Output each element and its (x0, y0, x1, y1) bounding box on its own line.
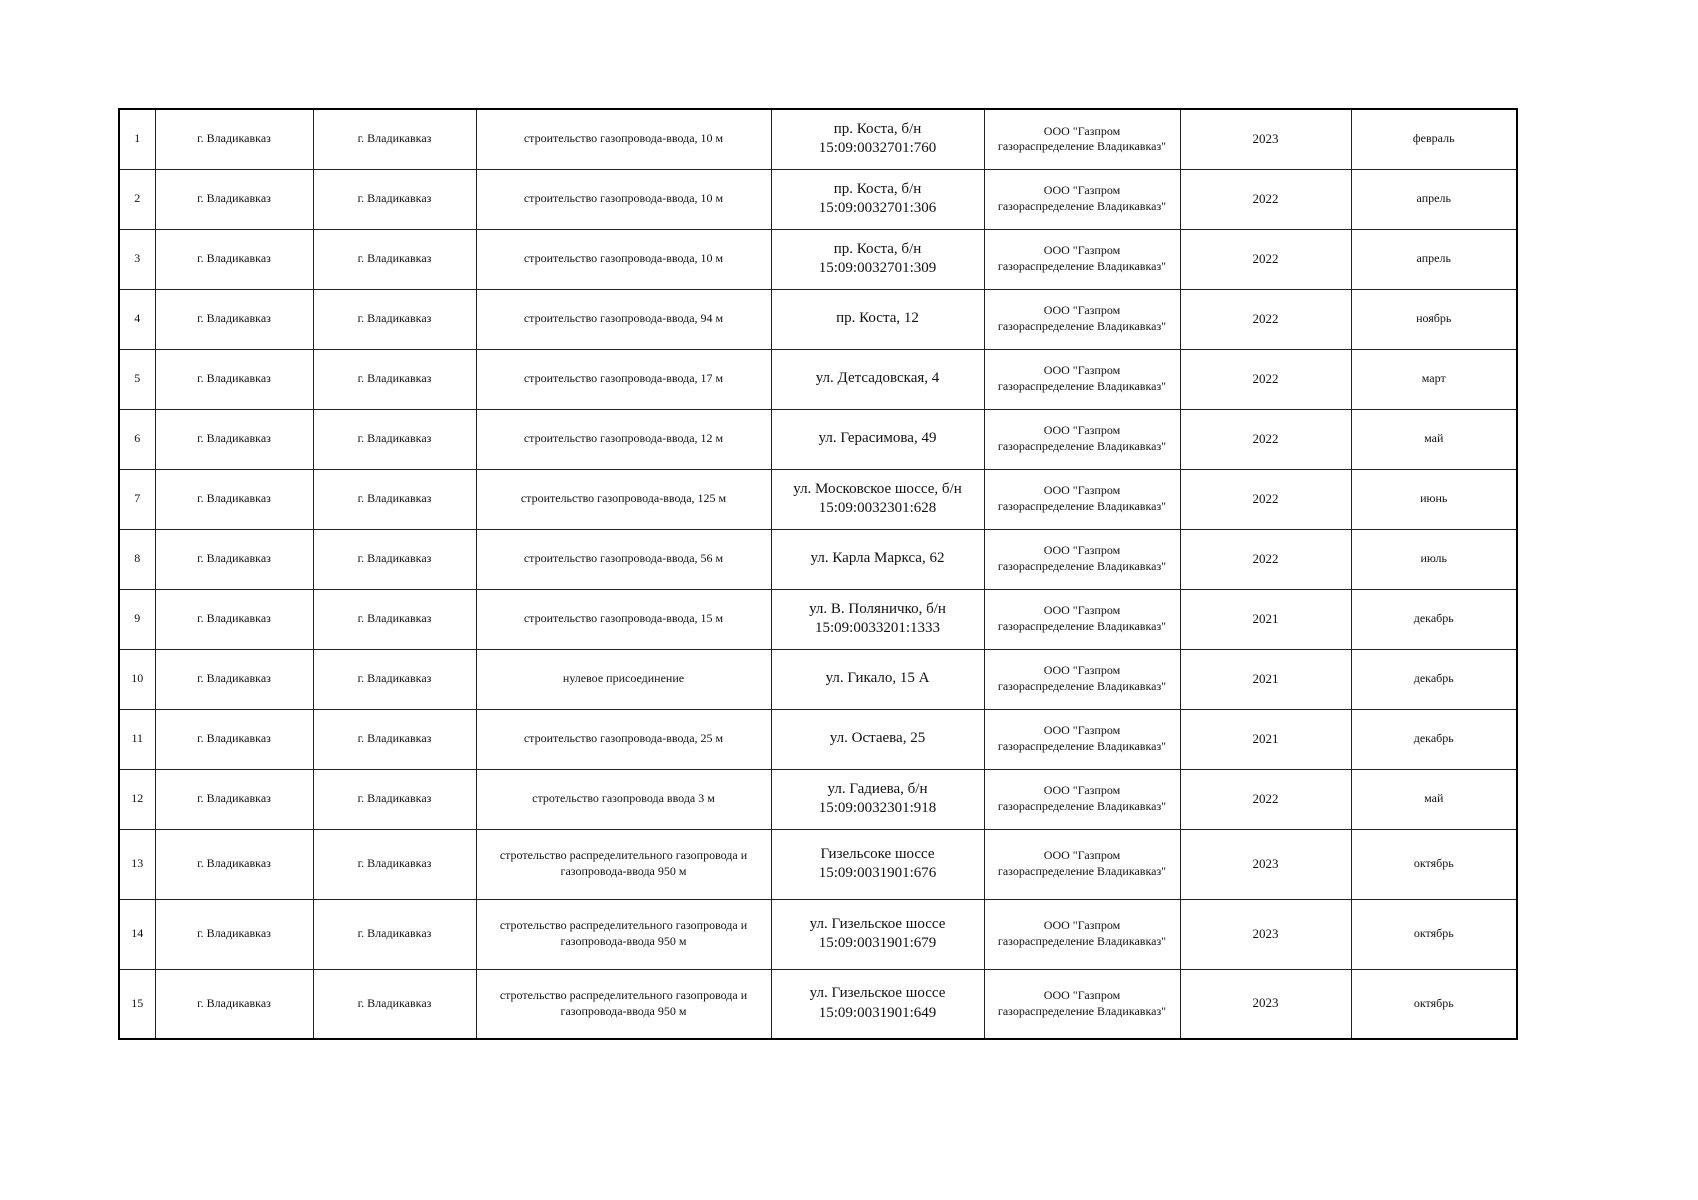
year-cell: 2023 (1180, 899, 1351, 969)
organization-cell-line: ООО "Газпром (1043, 783, 1121, 798)
settlement-cell: г. Владикавказ (313, 349, 476, 409)
organization-cell-line: ООО "Газпром (1043, 123, 1121, 138)
row-number: 12 (119, 769, 155, 829)
address-cell (771, 649, 984, 709)
year-cell: 2022 (1180, 349, 1351, 409)
work-description-cell: строительство газопровода-ввода, 10 м (476, 169, 771, 229)
organization-cell (984, 289, 1180, 349)
month-cell: ноябрь (1351, 289, 1517, 349)
address-cell (771, 349, 984, 409)
address-cell (771, 109, 984, 169)
address-cell (771, 709, 984, 769)
year-cell: 2022 (1180, 289, 1351, 349)
settlement-cell: г. Владикавказ (313, 769, 476, 829)
work-description-cell: строительство газопровода-ввода, 25 м (476, 709, 771, 769)
address-cell-line: 15:09:0033201:1333 (814, 620, 940, 636)
table-row (119, 409, 1517, 469)
address-cell-line: пр. Коста, б/н (833, 240, 922, 257)
address-cell-line: 15:09:0032301:918 (818, 800, 937, 816)
month-cell: октябрь (1351, 969, 1517, 1039)
organization-cell-line: ООО "Газпром (1043, 723, 1121, 738)
address-cell-line: ул. Герасимова, 49 (818, 430, 937, 447)
year-cell: 2022 (1180, 409, 1351, 469)
address-cell (771, 289, 984, 349)
address-cell (771, 229, 984, 289)
table-row (119, 229, 1517, 289)
municipality-cell: г. Владикавказ (155, 899, 313, 969)
month-cell: март (1351, 349, 1517, 409)
organization-cell-line: газораспределение Владикавказ" (997, 499, 1167, 513)
settlement-cell: г. Владикавказ (313, 169, 476, 229)
work-description-cell: стротельство газопровода ввода 3 м (476, 769, 771, 829)
organization-cell-line: газораспределение Владикавказ" (997, 439, 1167, 453)
organization-cell-line: ООО "Газпром (1043, 918, 1121, 933)
settlement-cell: г. Владикавказ (313, 969, 476, 1039)
work-description-cell: строительство газопровода-ввода, 17 м (476, 349, 771, 409)
settlement-cell: г. Владикавказ (313, 649, 476, 709)
organization-cell-line: газораспределение Владикавказ" (997, 619, 1167, 633)
table-row (119, 649, 1517, 709)
organization-cell (984, 649, 1180, 709)
month-cell: май (1351, 769, 1517, 829)
year-cell: 2021 (1180, 589, 1351, 649)
address-cell-line: ул. Гадиева, б/н (827, 780, 928, 797)
year-cell: 2022 (1180, 469, 1351, 529)
address-cell-line: 15:09:0032301:628 (818, 500, 937, 516)
organization-cell (984, 349, 1180, 409)
settlement-cell: г. Владикавказ (313, 289, 476, 349)
month-cell: октябрь (1351, 829, 1517, 899)
row-number: 6 (119, 409, 155, 469)
settlement-cell: г. Владикавказ (313, 469, 476, 529)
address-cell-line: 15:09:0032701:760 (818, 140, 937, 157)
row-number: 13 (119, 829, 155, 899)
municipality-cell: г. Владикавказ (155, 589, 313, 649)
address-cell (771, 469, 984, 529)
address-cell (771, 899, 984, 969)
table-row (119, 349, 1517, 409)
organization-cell-line: ООО "Газпром (1043, 603, 1121, 618)
organization-cell (984, 169, 1180, 229)
organization-cell (984, 409, 1180, 469)
row-number: 15 (119, 969, 155, 1039)
organization-cell-line: газораспределение Владикавказ" (997, 1003, 1167, 1018)
organization-cell (984, 969, 1180, 1039)
organization-cell-line: ООО "Газпром (1043, 988, 1121, 1003)
address-cell-line: 15:09:0032701:309 (818, 260, 937, 276)
table-row (119, 969, 1517, 1039)
address-cell (771, 589, 984, 649)
address-cell-line: ул. Московское шоссе, б/н (793, 480, 962, 497)
document-page (118, 108, 1516, 1040)
table-row (119, 709, 1517, 769)
organization-cell-line: газораспределение Владикавказ" (997, 799, 1167, 813)
organization-cell-line: газораспределение Владикавказ" (997, 934, 1167, 948)
month-cell: октябрь (1351, 899, 1517, 969)
row-number: 7 (119, 469, 155, 529)
municipality-cell: г. Владикавказ (155, 289, 313, 349)
organization-cell-line: ООО "Газпром (1043, 363, 1121, 378)
address-cell-line: 15:09:0031901:649 (818, 1004, 937, 1021)
row-number: 9 (119, 589, 155, 649)
organization-cell-line: газораспределение Владикавказ" (997, 559, 1167, 573)
organization-cell-line: газораспределение Владикавказ" (997, 679, 1167, 693)
address-cell-line: ул. Гикало, 15 А (825, 670, 930, 687)
organization-cell-line: ООО "Газпром (1043, 483, 1121, 498)
municipality-cell: г. Владикавказ (155, 469, 313, 529)
organization-cell-line: ООО "Газпром (1043, 183, 1121, 198)
settlement-cell: г. Владикавказ (313, 529, 476, 589)
table-row (119, 529, 1517, 589)
address-cell (771, 409, 984, 469)
address-cell-line: ул. Гизельское шоссе (809, 915, 946, 932)
organization-cell-line: ООО "Газпром (1043, 423, 1121, 438)
year-cell: 2022 (1180, 169, 1351, 229)
year-cell: 2022 (1180, 769, 1351, 829)
table-row (119, 769, 1517, 829)
settlement-cell: г. Владикавказ (313, 409, 476, 469)
work-description-cell: строительство газопровода-ввода, 10 м (476, 229, 771, 289)
table-row (119, 109, 1517, 169)
table-row (119, 589, 1517, 649)
month-cell: апрель (1351, 169, 1517, 229)
work-description-cell: стротельство распределительного газопровода и газопровода-ввода 950 м (476, 969, 771, 1039)
row-number: 4 (119, 289, 155, 349)
table-row (119, 169, 1517, 229)
organization-cell (984, 899, 1180, 969)
work-description-cell: строительство газопровода-ввода, 125 м (476, 469, 771, 529)
address-cell (771, 769, 984, 829)
gas-connection-table (118, 108, 1518, 1040)
organization-cell (984, 109, 1180, 169)
organization-cell-line: газораспределение Владикавказ" (997, 259, 1167, 273)
organization-cell-line: газораспределение Владикавказ" (997, 864, 1167, 878)
address-cell (771, 829, 984, 899)
municipality-cell: г. Владикавказ (155, 969, 313, 1039)
address-cell-line: пр. Коста, б/н (833, 120, 922, 137)
year-cell: 2021 (1180, 709, 1351, 769)
row-number: 3 (119, 229, 155, 289)
month-cell: декабрь (1351, 589, 1517, 649)
municipality-cell: г. Владикавказ (155, 709, 313, 769)
row-number: 11 (119, 709, 155, 769)
address-cell (771, 969, 984, 1039)
year-cell: 2021 (1180, 649, 1351, 709)
organization-cell (984, 469, 1180, 529)
table-row (119, 829, 1517, 899)
organization-cell-line: ООО "Газпром (1043, 543, 1121, 558)
municipality-cell: г. Владикавказ (155, 649, 313, 709)
address-cell-line: ул. Остаева, 25 (829, 730, 926, 747)
municipality-cell: г. Владикавказ (155, 769, 313, 829)
municipality-cell: г. Владикавказ (155, 229, 313, 289)
address-cell-line: Гизельсоке шоссе (820, 845, 935, 862)
month-cell: июнь (1351, 469, 1517, 529)
municipality-cell: г. Владикавказ (155, 409, 313, 469)
address-cell-line: ул. Детсадовская, 4 (815, 370, 940, 387)
row-number: 8 (119, 529, 155, 589)
municipality-cell: г. Владикавказ (155, 529, 313, 589)
address-cell (771, 529, 984, 589)
month-cell: февраль (1351, 109, 1517, 169)
work-description-cell: стротельство распределительного газопровода и газопровода-ввода 950 м (476, 829, 771, 899)
work-description-cell: стротельство распределительного газопровода и газопровода-ввода 950 м (476, 899, 771, 969)
month-cell: май (1351, 409, 1517, 469)
municipality-cell: г. Владикавказ (155, 349, 313, 409)
row-number: 10 (119, 649, 155, 709)
year-cell: 2023 (1180, 969, 1351, 1039)
settlement-cell: г. Владикавказ (313, 829, 476, 899)
work-description-cell: строительство газопровода-ввода, 10 м (476, 109, 771, 169)
municipality-cell: г. Владикавказ (155, 109, 313, 169)
address-cell-line: пр. Коста, б/н (833, 180, 922, 197)
organization-cell (984, 229, 1180, 289)
work-description-cell: строительство газопровода-ввода, 56 м (476, 529, 771, 589)
settlement-cell: г. Владикавказ (313, 899, 476, 969)
organization-cell-line: газораспределение Владикавказ" (997, 379, 1167, 393)
settlement-cell: г. Владикавказ (313, 589, 476, 649)
organization-cell-line: ООО "Газпром (1043, 848, 1121, 863)
address-cell (771, 169, 984, 229)
address-cell-line: ул. Карла Маркса, 62 (810, 550, 945, 567)
settlement-cell: г. Владикавказ (313, 229, 476, 289)
table-row (119, 289, 1517, 349)
table-body (119, 109, 1517, 1039)
year-cell: 2023 (1180, 109, 1351, 169)
organization-cell (984, 589, 1180, 649)
table-row (119, 899, 1517, 969)
organization-cell (984, 769, 1180, 829)
row-number: 14 (119, 899, 155, 969)
organization-cell-line: ООО "Газпром (1043, 303, 1121, 318)
organization-cell-line: газораспределение Владикавказ" (997, 739, 1167, 753)
organization-cell (984, 529, 1180, 589)
address-cell-line: 15:09:0031901:676 (818, 865, 937, 881)
work-description-cell: строительство газопровода-ввода, 12 м (476, 409, 771, 469)
organization-cell (984, 829, 1180, 899)
organization-cell-line: ООО "Газпром (1043, 663, 1121, 678)
address-cell-line: ул. Гизельское шоссе (809, 985, 946, 1002)
month-cell: июль (1351, 529, 1517, 589)
month-cell: декабрь (1351, 709, 1517, 769)
settlement-cell: г. Владикавказ (313, 709, 476, 769)
municipality-cell: г. Владикавказ (155, 829, 313, 899)
table-row (119, 469, 1517, 529)
row-number: 5 (119, 349, 155, 409)
organization-cell-line: газораспределение Владикавказ" (997, 199, 1167, 213)
address-cell-line: ул. В. Поляничко, б/н (809, 600, 946, 617)
work-description-cell: нулевое присоединение (476, 649, 771, 709)
month-cell: апрель (1351, 229, 1517, 289)
row-number: 1 (119, 109, 155, 169)
organization-cell-line: газораспределение Владикавказ" (997, 319, 1167, 333)
address-cell-line: 15:09:0032701:306 (818, 200, 937, 216)
year-cell: 2022 (1180, 529, 1351, 589)
settlement-cell: г. Владикавказ (313, 109, 476, 169)
organization-cell (984, 709, 1180, 769)
organization-cell-line: газораспределение Владикавказ" (997, 139, 1167, 154)
month-cell: декабрь (1351, 649, 1517, 709)
year-cell: 2022 (1180, 229, 1351, 289)
work-description-cell: строительство газопровода-ввода, 15 м (476, 589, 771, 649)
organization-cell-line: ООО "Газпром (1043, 243, 1121, 258)
municipality-cell: г. Владикавказ (155, 169, 313, 229)
year-cell: 2023 (1180, 829, 1351, 899)
address-cell-line: пр. Коста, 12 (836, 310, 919, 327)
address-cell-line: 15:09:0031901:679 (818, 935, 937, 951)
row-number: 2 (119, 169, 155, 229)
work-description-cell: строительство газопровода-ввода, 94 м (476, 289, 771, 349)
